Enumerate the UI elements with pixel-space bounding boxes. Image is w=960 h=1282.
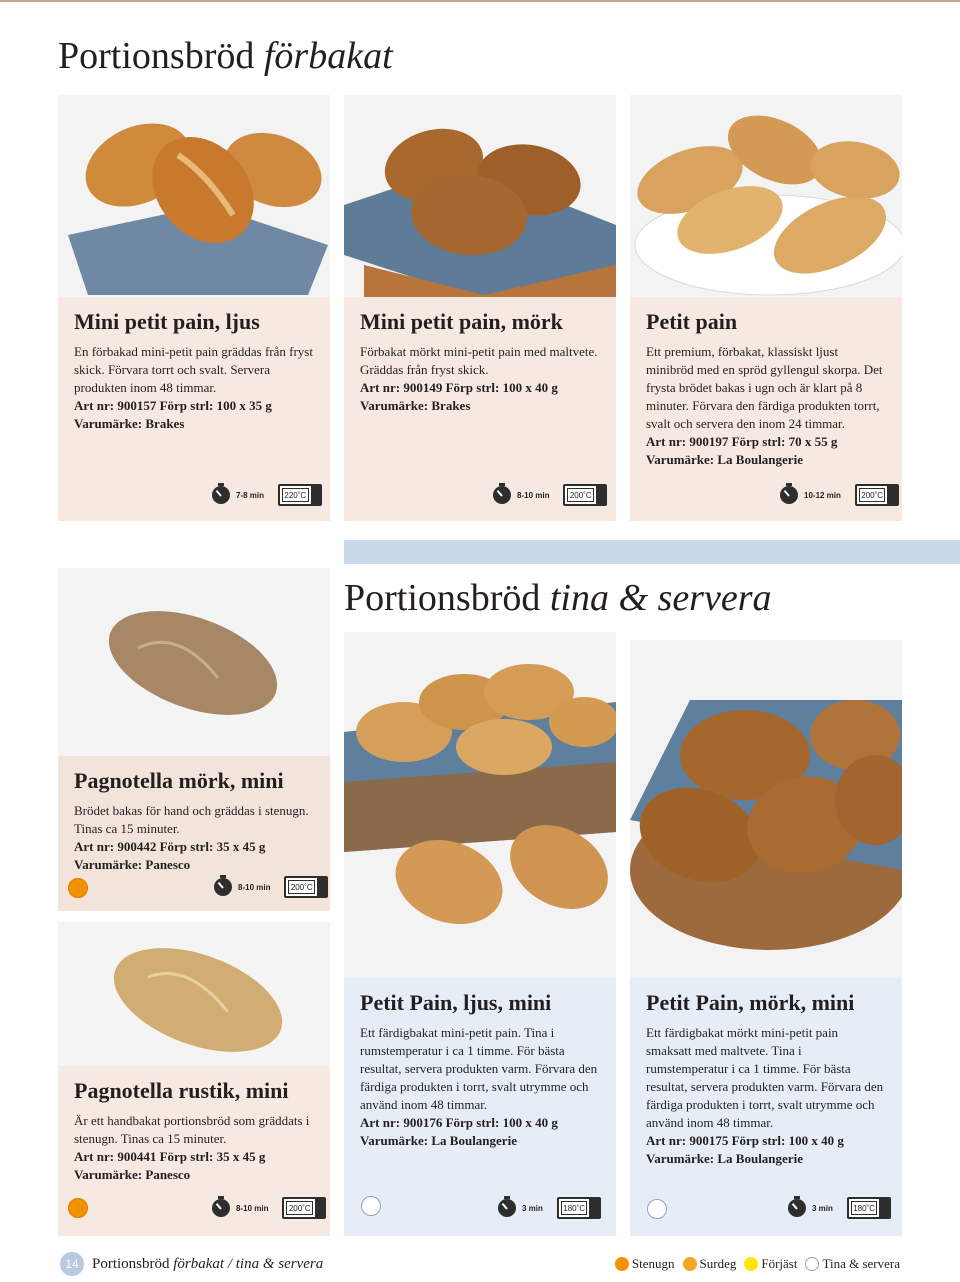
section-title-italic: förbakat	[263, 35, 393, 77]
section-title-plain: Portionsbröd	[344, 577, 541, 619]
baking-info	[498, 1197, 601, 1219]
product-name: Pagnotella rustik, mini	[74, 1078, 289, 1103]
legend-label: Förjäst	[761, 1256, 798, 1271]
legend-label: Surdeg	[699, 1256, 737, 1271]
product-description: Ett färdigbakat mini-petit pain. Tina i rumstemperatur i ca 1 timme. För bästa resultat, servera produkten varm. Förvara den färdiga produkten i torrt, svalt utrymme och använd inom 48 timmar.	[360, 1025, 598, 1112]
clock-icon	[212, 486, 230, 504]
legend-item-stenugn	[615, 1256, 675, 1272]
clock-icon	[212, 1199, 230, 1217]
product-brand: Varumärke: Brakes	[74, 416, 185, 431]
baking-info	[214, 876, 328, 898]
product-description: Ett premium, förbakat, klassiskt ljust minibröd med en spröd gyllengul skorpa. Det frysta brödet bakas i ugn och är klart på 8 minuter. Förvara den färdiga produkten torrt, svalt och servera den inom 24 timmar.	[646, 344, 883, 431]
legend	[615, 1256, 900, 1272]
tina-dot-icon	[805, 1257, 819, 1271]
baking-time: 8-10 min	[517, 490, 550, 500]
oven-temp: 180˚C	[561, 1201, 588, 1215]
oven-icon	[282, 1197, 326, 1219]
legend-label: Stenugn	[631, 1256, 675, 1271]
product-name: Petit Pain, ljus, mini	[360, 990, 552, 1015]
oven-temp: 200˚C	[288, 880, 315, 894]
product-name: Mini petit pain, mörk	[360, 309, 563, 334]
footer-title-plain: Portionsbröd	[92, 1255, 170, 1272]
clock-icon	[493, 486, 511, 504]
legend-label: Tina & servera	[822, 1256, 900, 1271]
photo-petit-pain-ljus-mini	[344, 632, 616, 978]
product-art-nr: Art nr: 900441 Förp strl: 35 x 45 g	[74, 1149, 266, 1164]
photo-pagnotella-rustik	[58, 922, 330, 1066]
product-description: Ett färdigbakat mörkt mini-petit pain smaksatt med maltvete. Tina i rumstemperatur i ca 1 timme. För bästa resultat, servera produkten varm. Förvara den färdiga produkten i torrt, svalt utrymme och använd inom 48 timmar.	[646, 1025, 884, 1130]
baking-info	[493, 484, 607, 506]
oven-temp: 200˚C	[286, 1201, 313, 1215]
forjast-dot-icon	[744, 1257, 758, 1271]
baking-time: 10-12 min	[804, 490, 841, 500]
tina-servera-marker	[361, 1196, 381, 1216]
legend-item-tina	[805, 1256, 900, 1272]
baking-time: 3 min	[812, 1203, 833, 1213]
stenugn-marker	[68, 878, 88, 898]
legend-item-forjast	[744, 1256, 797, 1272]
baking-time: 8-10 min	[238, 882, 271, 892]
baking-time: 3 min	[522, 1203, 543, 1213]
product-brand: Varumärke: Panesco	[74, 857, 191, 872]
page-footer	[60, 1252, 900, 1276]
oven-icon	[278, 484, 322, 506]
clock-icon	[214, 878, 232, 896]
product-name: Pagnotella mörk, mini	[74, 768, 284, 793]
top-rule	[0, 0, 960, 2]
section-title-tina-servera	[344, 576, 772, 620]
photo-mini-petit-pain-mork	[344, 95, 616, 297]
product-name: Mini petit pain, ljus	[74, 309, 260, 334]
baking-time: 7-8 min	[236, 490, 265, 500]
clock-icon	[498, 1199, 516, 1217]
oven-icon	[847, 1197, 891, 1219]
product-name: Petit Pain, mörk, mini	[646, 990, 855, 1015]
oven-icon	[563, 484, 607, 506]
tina-servera-marker	[647, 1199, 667, 1219]
section-divider-bar	[344, 540, 960, 564]
photo-mini-petit-pain-ljus	[58, 95, 330, 297]
legend-item-surdeg	[683, 1256, 737, 1272]
baking-info	[788, 1197, 891, 1219]
surdeg-dot-icon	[683, 1257, 697, 1271]
product-brand: Varumärke: La Boulangerie	[360, 1133, 517, 1148]
product-brand: Varumärke: La Boulangerie	[646, 452, 803, 467]
product-art-nr: Art nr: 900175 Förp strl: 100 x 40 g	[646, 1133, 844, 1148]
baking-info	[212, 484, 322, 506]
section-title-forbakat	[58, 34, 393, 78]
clock-icon	[780, 486, 798, 504]
clock-icon	[788, 1199, 806, 1217]
product-art-nr: Art nr: 900149 Förp strl: 100 x 40 g	[360, 380, 558, 395]
baking-time: 8-10 min	[236, 1203, 269, 1213]
oven-temp: 200˚C	[567, 488, 594, 502]
product-brand: Varumärke: La Boulangerie	[646, 1151, 803, 1166]
footer-title-italic: förbakat / tina & servera	[173, 1255, 324, 1272]
product-art-nr: Art nr: 900197 Förp strl: 70 x 55 g	[646, 434, 838, 449]
oven-temp: 200˚C	[859, 488, 886, 502]
product-art-nr: Art nr: 900176 Förp strl: 100 x 40 g	[360, 1115, 558, 1130]
section-title-italic: tina & servera	[549, 577, 772, 619]
photo-petit-pain	[630, 95, 902, 297]
footer-title	[92, 1256, 323, 1273]
oven-icon	[284, 876, 328, 898]
oven-icon	[855, 484, 899, 506]
oven-icon	[557, 1197, 601, 1219]
product-name: Petit pain	[646, 309, 738, 334]
stenugn-dot-icon	[615, 1257, 629, 1271]
oven-temp: 180˚C	[851, 1201, 878, 1215]
product-description: Förbakat mörkt mini-petit pain med maltvete. Gräddas från fryst skick.	[360, 344, 598, 377]
section-title-plain: Portionsbröd	[58, 35, 255, 77]
photo-petit-pain-mork-mini	[630, 640, 902, 978]
baking-info	[780, 484, 899, 506]
product-art-nr: Art nr: 900442 Förp strl: 35 x 45 g	[74, 839, 266, 854]
product-brand: Varumärke: Brakes	[360, 398, 471, 413]
oven-temp: 220˚C	[282, 488, 309, 502]
product-brand: Varumärke: Panesco	[74, 1167, 191, 1182]
stenugn-marker	[68, 1198, 88, 1218]
product-description: Brödet bakas för hand och gräddas i stenugn. Tinas ca 15 minuter.	[74, 803, 309, 836]
baking-info	[212, 1197, 326, 1219]
product-description: Är ett handbakat portionsbröd som gräddats i stenugn. Tinas ca 15 minuter.	[74, 1113, 310, 1146]
product-description: En förbakad mini-petit pain gräddas från fryst skick. Förvara torrt och svalt. Servera produkten inom 48 timmar.	[74, 344, 313, 395]
page-number: 14	[60, 1252, 84, 1276]
photo-pagnotella-mork	[58, 568, 330, 756]
product-art-nr: Art nr: 900157 Förp strl: 100 x 35 g	[74, 398, 272, 413]
